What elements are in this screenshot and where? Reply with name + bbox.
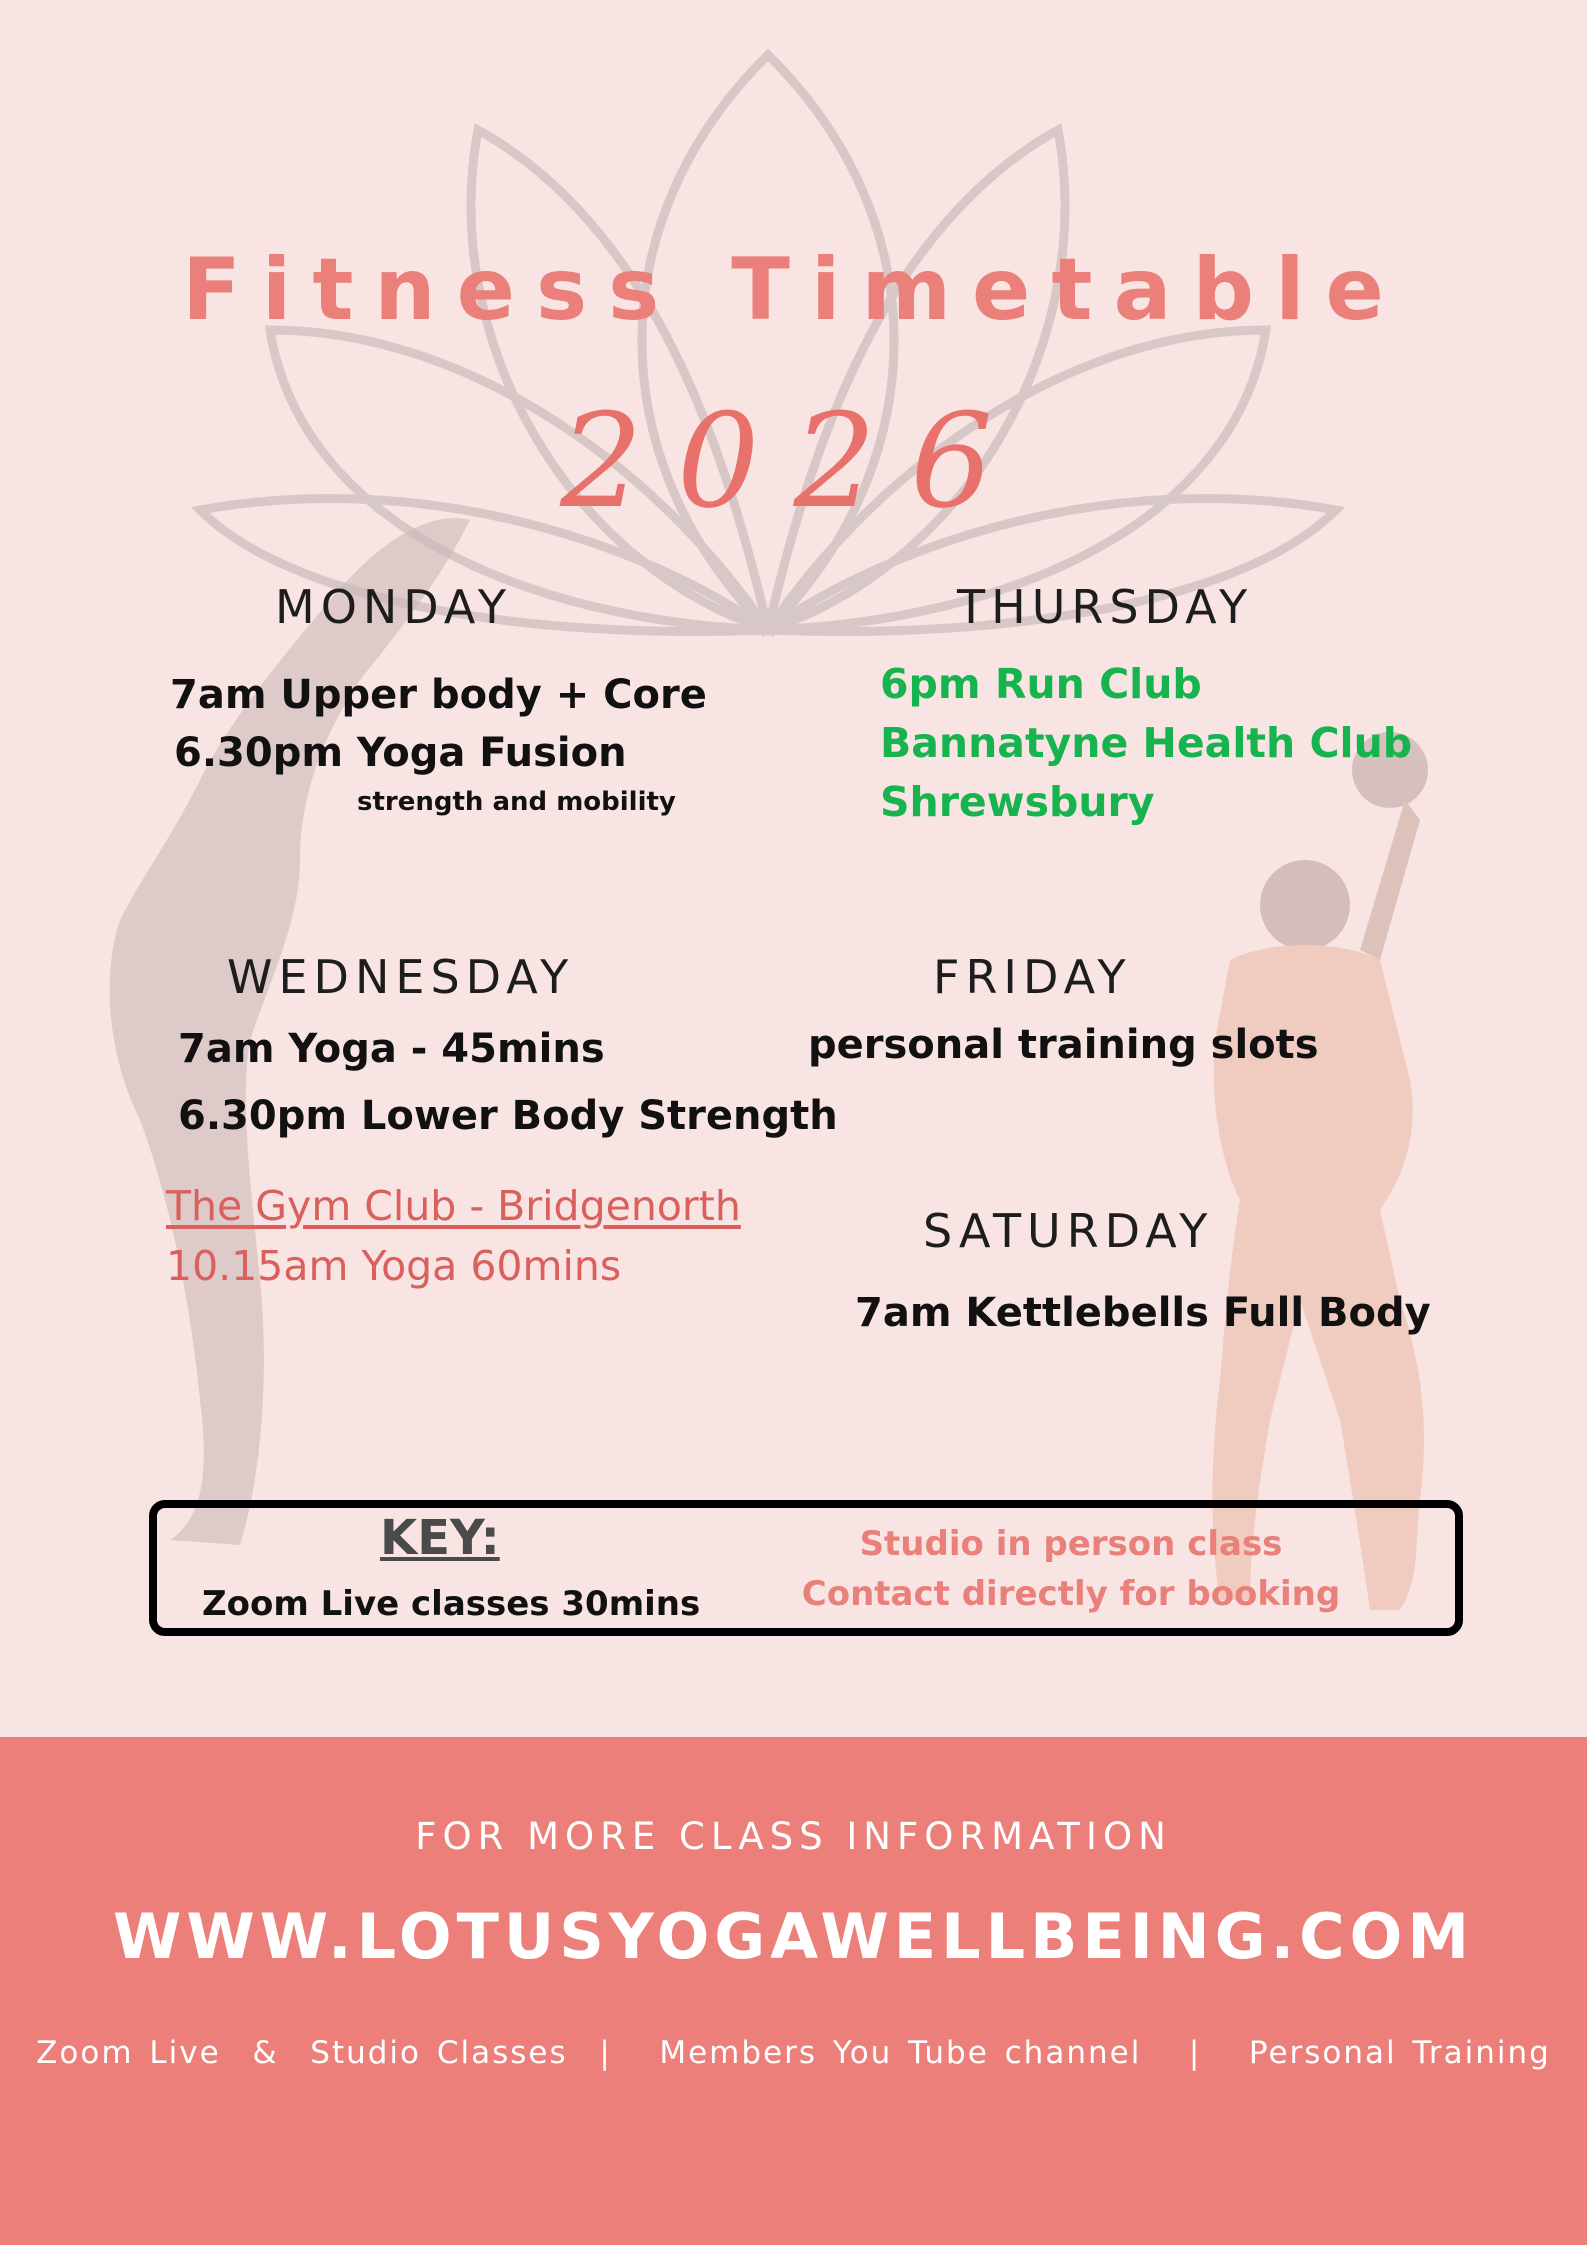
wednesday-class-2: 6.30pm Lower Body Strength bbox=[178, 1093, 838, 1139]
day-heading-monday: MONDAY bbox=[275, 580, 512, 634]
monday-class-2: 6.30pm Yoga Fusion bbox=[174, 730, 627, 776]
day-heading-thursday: THURSDAY bbox=[957, 580, 1254, 634]
key-zoom-classes: Zoom Live classes 30mins bbox=[202, 1584, 701, 1624]
monday-class-2-note: strength and mobility bbox=[357, 787, 676, 817]
lotus-outline-icon bbox=[200, 55, 1336, 632]
page-title: Fitness Timetable bbox=[182, 240, 1405, 340]
wednesday-class-1: 7am Yoga - 45mins bbox=[178, 1026, 605, 1072]
day-heading-saturday: SATURDAY bbox=[923, 1204, 1214, 1258]
footer-info-label: FOR MORE CLASS INFORMATION bbox=[415, 1815, 1172, 1858]
thursday-line-3: Shrewsbury bbox=[880, 778, 1155, 826]
key-title: KEY: bbox=[380, 1510, 500, 1566]
day-heading-friday: FRIDAY bbox=[933, 950, 1132, 1004]
monday-class-1: 7am Upper body + Core bbox=[170, 672, 707, 718]
wednesday-venue-class: 10.15am Yoga 60mins bbox=[166, 1242, 622, 1290]
thursday-line-2: Bannatyne Health Club bbox=[880, 719, 1413, 767]
kettlebell-figure-silhouette bbox=[1213, 732, 1429, 1610]
key-studio-classes: Studio in person class bbox=[859, 1524, 1283, 1564]
friday-class-1: personal training slots bbox=[808, 1022, 1319, 1068]
day-heading-wednesday: WEDNESDAY bbox=[227, 950, 575, 1004]
year-heading: 2026 bbox=[560, 385, 1027, 537]
footer-services-line: Zoom Live & Studio Classes | Members You Tube channel | Personal Training bbox=[36, 2035, 1551, 2071]
footer-band bbox=[0, 1737, 1587, 2245]
saturday-class-1: 7am Kettlebells Full Body bbox=[855, 1290, 1431, 1336]
thursday-line-1: 6pm Run Club bbox=[880, 660, 1202, 708]
footer-website-url[interactable]: WWW.LOTUSYOGAWELLBEING.COM bbox=[112, 1900, 1475, 1973]
key-contact-booking: Contact directly for booking bbox=[801, 1574, 1341, 1614]
wednesday-venue: The Gym Club - Bridgenorth bbox=[166, 1182, 741, 1230]
